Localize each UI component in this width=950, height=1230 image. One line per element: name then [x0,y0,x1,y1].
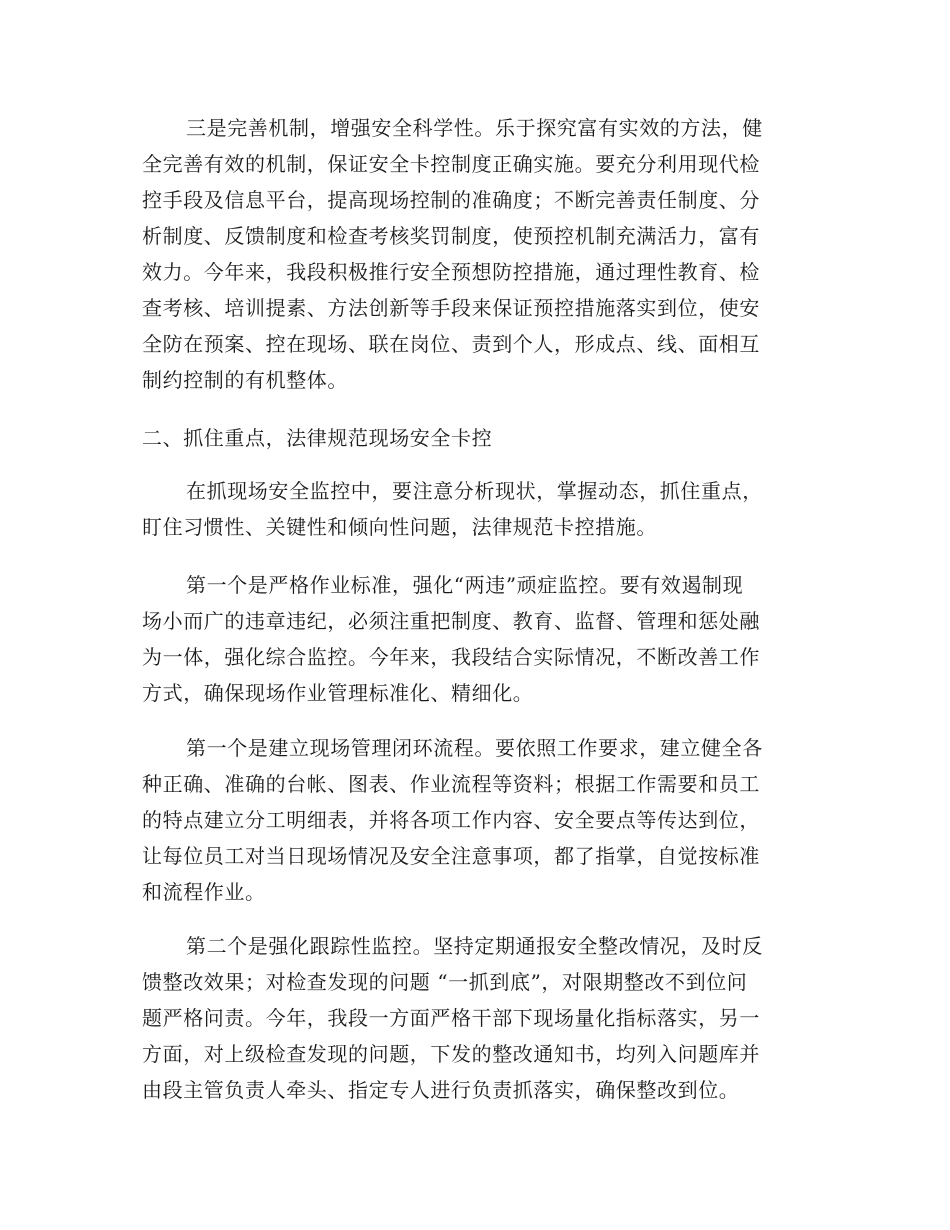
text-line: 种正确、准确的台帐、图表、作业流程等资料；根据工作需要和员工 [142,772,760,796]
text-line: 盯住习惯性、关键性和倾向性问题，法律规范卡控措施。 [142,515,657,539]
paragraph-closed-loop [142,730,802,910]
paragraph-strict-standards [142,567,802,711]
text-line: 场小而广的违章违纪，必须注重把制度、教育、监督、管理和惩处融 [142,609,760,633]
text-line: 由段主管负责人牵头、指定专人进行负责抓落实，确保整改到位。 [142,1078,740,1102]
section-heading-text: 二、抓住重点，法律规范现场安全卡控 [142,426,493,450]
text-line: 第一个是严格作业标准，强化“两违”顽症监控。要有效遏制现 [186,573,744,597]
paragraph-site-monitoring [142,473,802,545]
text-line: 效力。今年来，我段积极推行安全预想防控措施，通过理性教育、检 [142,260,760,284]
text-line: 的特点建立分工明细表，并将各项工作内容、安全要点等传达到位， [142,808,760,832]
text-line: 方式，确保现场作业管理标准化、精细化。 [142,681,534,705]
text-line: 让每位员工对当日现场情况及安全注意事项，都了指掌，自觉按标准 [142,844,760,868]
text-line: 在抓现场安全监控中，要注意分析现状，掌握动态，抓住重点， [186,479,763,503]
text-line: 全防在预案、控在现场、联在岗位、责到个人，形成点、线、面相互 [142,332,760,356]
text-line: 第二个是强化跟踪性监控。坚持定期通报安全整改情况，及时反 [186,934,763,958]
text-line: 全完善有效的机制，保证安全卡控制度正确实施。要充分利用现代检 [142,152,760,176]
text-line: 为一体，强化综合监控。今年来，我段结合实际情况，不断改善工作 [142,645,760,669]
text-line: 和流程作业。 [142,880,266,904]
paragraph-tracking [142,928,802,1108]
text-line: 析制度、反馈制度和检查考核奖罚制度，使预控机制充满活力，富有 [142,224,760,248]
text-line: 查考核、培训提素、方法创新等手段来保证预控措施落实到位，使安 [142,296,760,320]
section-heading [142,420,802,456]
paragraph-improve-mechanism [142,110,802,398]
text-line: 三是完善机制，增强安全科学性。乐于探究富有实效的方法，健 [186,116,763,140]
text-line: 题严格问责。今年，我段一方面严格干部下现场量化指标落实，另一 [142,1006,760,1030]
text-line: 方面，对上级检查发现的问题，下发的整改通知书，均列入问题库并 [142,1042,760,1066]
text-line: 第一个是建立现场管理闭环流程。要依照工作要求，建立健全各 [186,736,763,760]
text-line: 控手段及信息平台，提高现场控制的准确度；不断完善责任制度、分 [142,188,760,212]
text-line: 馈整改效果；对检查发现的问题 “一抓到底”，对限期整改不到位问 [142,970,748,994]
text-line: 制约控制的有机整体。 [142,368,348,392]
